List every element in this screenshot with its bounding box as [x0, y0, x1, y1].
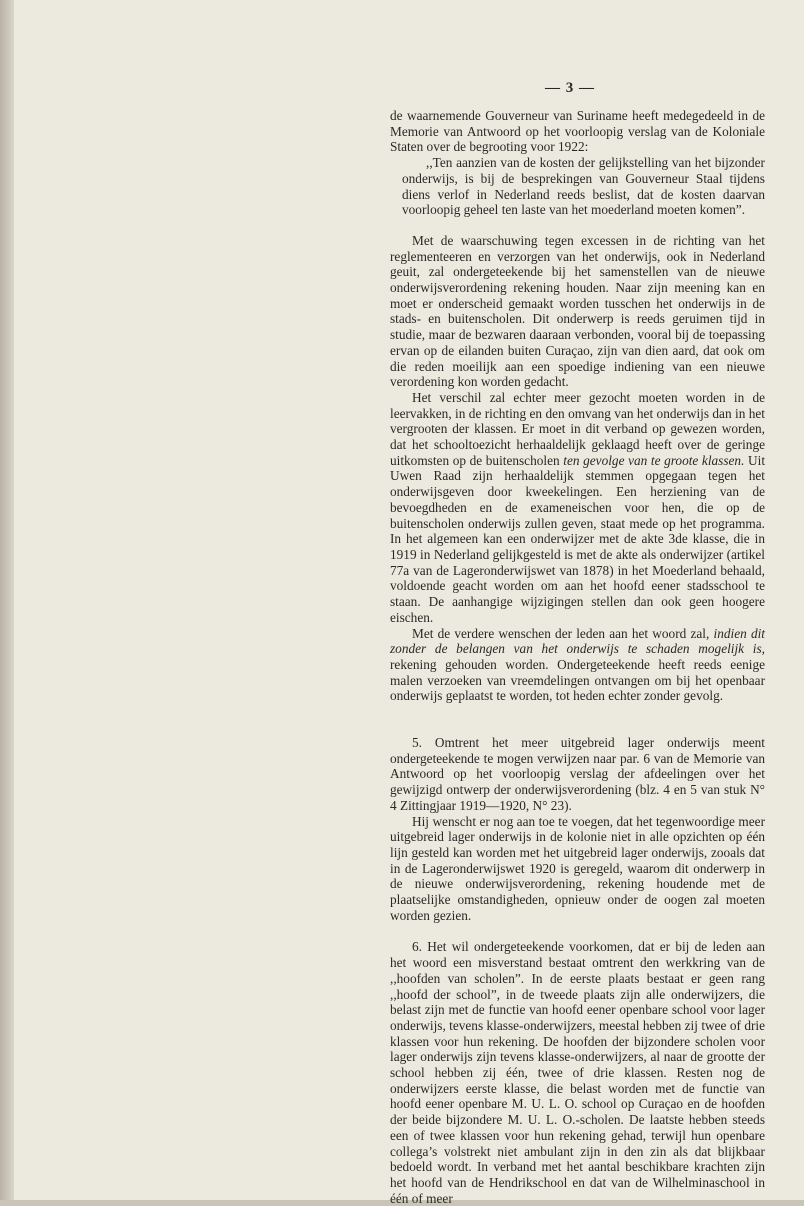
paragraph-warning: Met de waarschuwing tegen excessen in de richting van het reglementeeren en verzorgen van het onderwijs, ook in Nederland geuit, zal ondergeteekende bij het samenstellen van de nieuwe onderwijsverordening rekening houden. Naar zijn meening kan en moet er onderscheid gemaakt worden tusschen het onderwijs in de stads- en buitenscholen. Dit onderwerp is reeds geruimen tijd in studie, maar de bezwaren daaraan verbonden, vooral bij de toepassing ervan op de eilanden buiten Curaçao, zijn van dien aard, dat ook om die reden moeilijk aan een spoedige indiening van een nieuwe verordening kon worden gedacht.: [390, 232, 765, 390]
body-text: [390, 108, 765, 1206]
paragraph-difference: Het verschil zal echter meer gezocht moeten worden in de leervakken, in de richting en den omvang van het onderwijs dan in het vergrooten der klassen. Er moet in dit verband op gewezen worden, dat het schooltoezicht herhaaldelijk geklaagd heeft over de geringe uitkomsten op de buitenscholen ten gevolge van te groote klassen. Uit Uwen Raad zijn herhaaldelijk stemmen opgegaan tegen het onderwijsgeven door kweekelingen. Een herziening van de bevoegdheden en de exameneischen voor hen, die op de buitenscholen onderwijs zullen geven, staat mede op het programma. In het algemeen kan een onderwijzer met de akte 3de klasse, die in 1919 in Nederland gelijkgesteld is met de akte als onderwijzer (artikel 77a van de Lageronderwijswet van 1878) in het Moederland behaald, voldoende geacht worden om aan het hoofd eener stadsschool te staan. De aanhangige wijzigingen stellen dan ook geen hoogere eischen.: [390, 389, 766, 625]
section-5-continuation: Hij wenscht er nog aan toe te voegen, dat het tegenwoordige meer uitgebreid lager onderwijs in de kolonie niet in alle opzichten op één lijn gesteld kan worden met het uitgebreid lager onderwijs, zooals dat in de Lageronderwijswet 1920 is geregeld, waarom dit onderwerp in de nieuwe onderwijsverordening, rekening houdende met de plaatselijke omstandigheden, opnieuw onder de oogen zal moeten worden gezien.: [390, 813, 765, 923]
section-6-paragraph: 6. Het wil ondergeteekende voorkomen, dat er bij de leden aan het woord een misverstand bestaat omtrent den werkkring van de ,,hoofden van scholen”. In de eerste plaats bestaat er geen rang ,,hoofd der school”, in de tweede plaats zijn alle onderwijzers, die belast zijn met de functie van hoofd eener openbare school voor lager onderwijs, tevens klasse-onderwijzers, meestal hebben zij twee of drie klassen voor hun rekening. De hoofden der bijzondere scholen voor lager onderwijs zijn tevens klasse-onderwijzers, al naar de grootte der school hebben zij één, twee of drie klassen. Resten nog de onderwijzers eerste klasse, die belast worden met de functie van hoofd eener openbare M. U. L. O. school op Curaçao en de hoofden der beide bijzondere M. U. L. O.-scholen. De laatste hebben steeds een of twee klassen voor hun rekening gehad, terwijl hun openbare collega’s volstrekt niet ambulant zijn in den zin als dat blijkbaar bedoeld wordt. In verband met het aantal beschikbare krachten zijn het hoofd van de Hendrikschool en dat van de Wilhelminaschool in één of meer: [390, 939, 765, 1206]
quotation-block: [390, 155, 765, 218]
quotation-text: ,,Ten aanzien van de kosten der gelijkstelling van het bijzonder onderwijs, is bij de besprekingen van Gouverneur Staal tijdens diens verlof in Nederland reeds beslist, dat de kosten daarvan voorloopig geheel ten laste van het moederland moeten komen”.: [402, 155, 765, 218]
page-number: — 3 —: [545, 80, 595, 96]
paragraph-wishes: Met de verdere wenschen der leden aan het woord zal, indien dit zonder de belangen van het onderwijs te schaden mogelijk is, rekening gehouden worden. Ondergeteekende heeft reeds eenige malen verzoeken van vreemdelingen ontvangen om bij het openbaar onderwijs geplaatst te worden, tot heden echter zonder gevolg.: [390, 625, 765, 704]
page-binding-edge: [0, 0, 14, 1200]
intro-paragraph: de waarnemende Gouverneur van Suriname heeft medegedeeld in de Memorie van Antwoord op het voorloopig verslag van de Koloniale Staten over de begrooting voor 1922:: [390, 108, 765, 155]
section-5-paragraph: 5. Omtrent het meer uitgebreid lager onderwijs meent ondergeteekende te mogen verwijzen naar par. 6 van de Memorie van Antwoord op het voorloopig verslag der afdeelingen over het gewijzigd ontwerp der onderwijsverordening (blz. 4 en 5 van stuk N° 4 Zittingjaar 1919—1920, N° 23).: [390, 735, 765, 813]
